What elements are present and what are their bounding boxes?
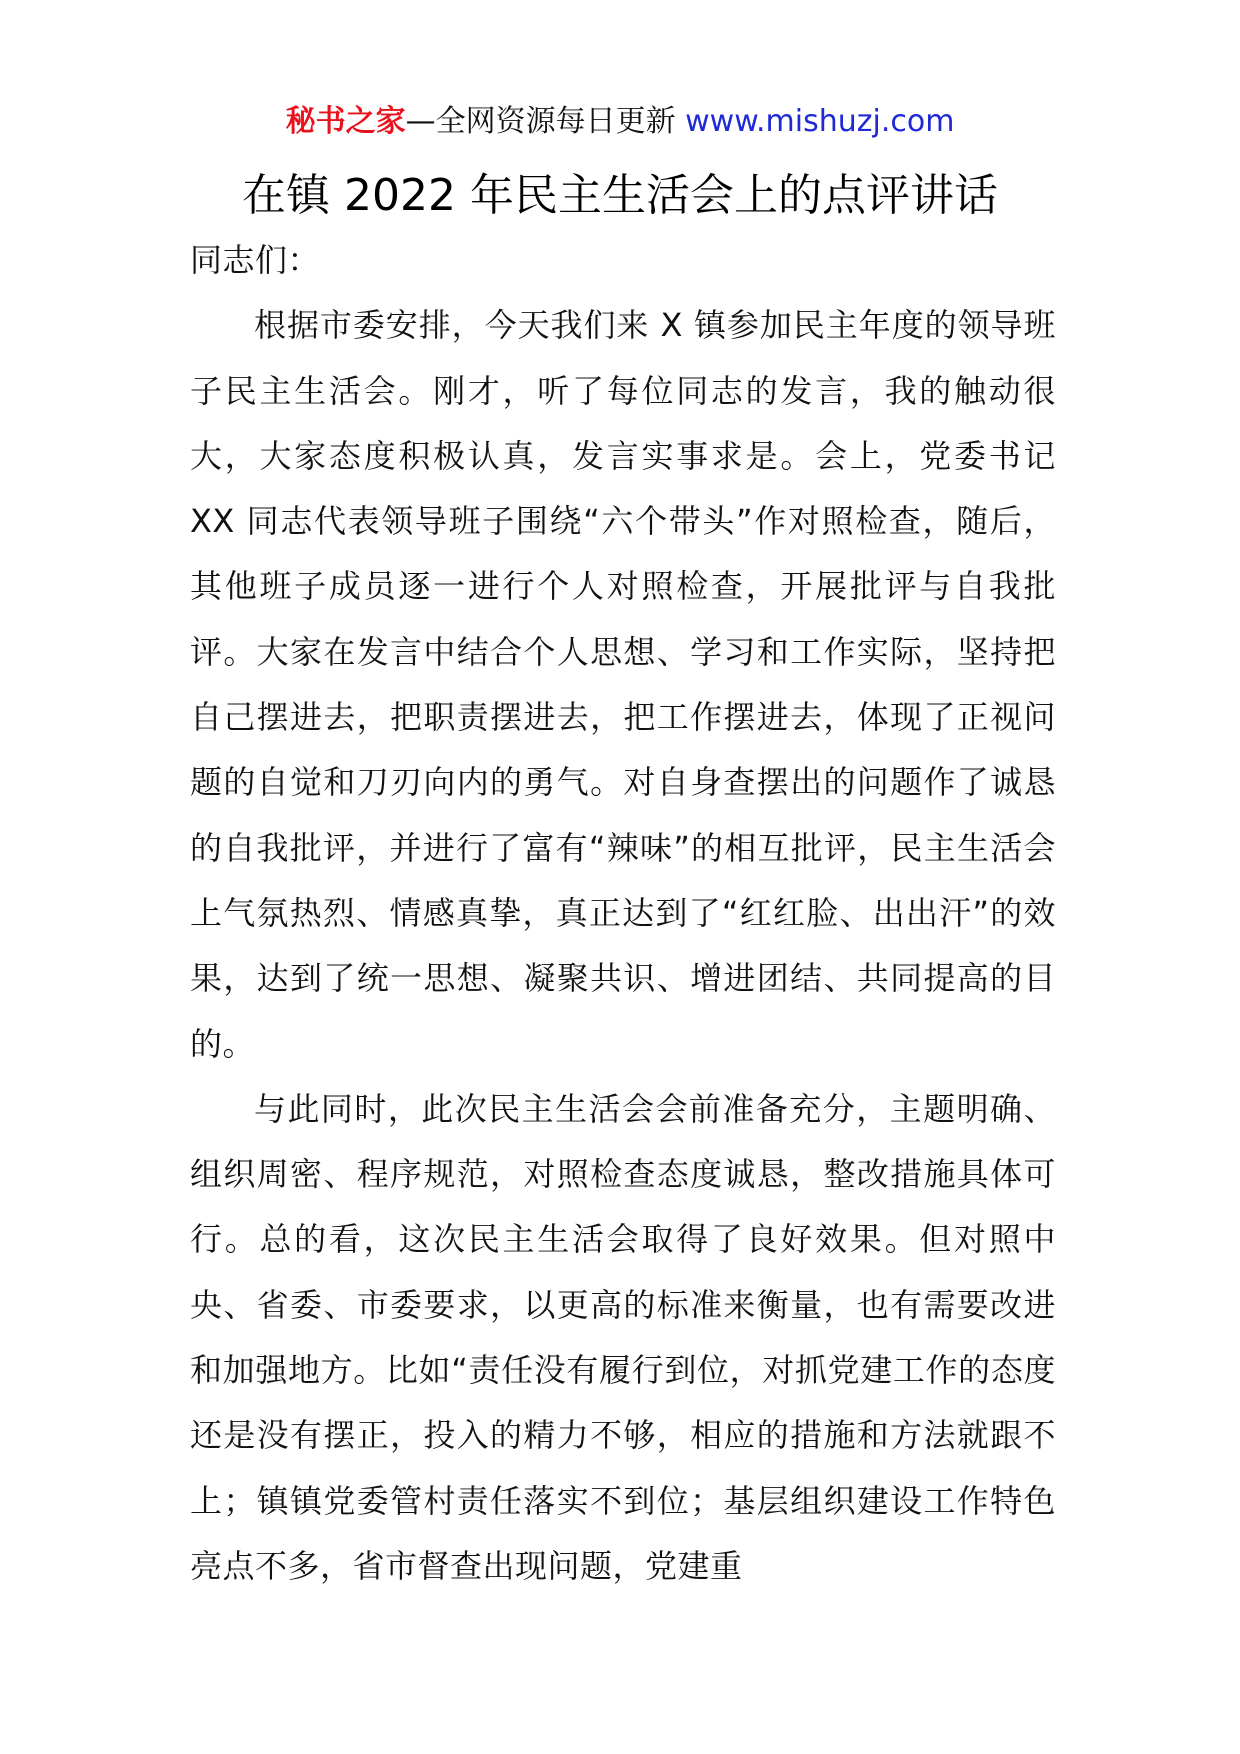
site-header xyxy=(0,100,1240,144)
header-tagline: —全网资源每日更新 xyxy=(405,104,686,139)
paragraph-2: 与此同时，此次民主生活会会前准备充分，主题明确、组织周密、程序规范，对照检查态度诚恳，整改措施具体可行。总的看，这次民主生活会取得了良好效果。但对照中央、省委、市委要求，以更高的标准来衡量，也有需要改进和加强地方。比如“责任没有履行到位，对抓党建工作的态度还是没有摆正，投入的精力不够，相应的措施和方法就跟不上；镇镇党委管村责任落实不到位；基层组织建设工作特色亮点不多，省市督查出现问题，党建重 xyxy=(190,1089,1056,1585)
paragraph-1: 根据市委安排，今天我们来 X 镇参加民主年度的领导班子民主生活会。刚才，听了每位同志的发言，我的触动很大，大家态度积极认真，发言实事求是。会上，党委书记 XX 同志代表领导班子围绕“六个带头”作对照检查，随后，其他班子成员逐一进行个人对照检查，开展批评与自我批评。大家在发言中结合个人思想、学习和工作实际，坚持把自己摆进去，把职责摆进去，把工作摆进去，体现了正视问题的自觉和刀刃向内的勇气。对自身查摆出的问题作了诚恳的自我批评，并进行了富有“辣味”的相互批评，民主生活会上气氛热烈、情感真挚，真正达到了“红红脸、出出汗”的效果，达到了统一思想、凝聚共识、增进团结、共同提高的目的。 xyxy=(190,306,1056,1063)
salutation: 同志们： xyxy=(190,241,321,279)
site-url[interactable]: www.mishuzj.com xyxy=(685,104,955,139)
document-body xyxy=(190,228,1056,1599)
document-title: 在镇 2022 年民主生活会上的点评讲话 xyxy=(242,170,998,221)
brand-name: 秘书之家 xyxy=(285,104,406,139)
